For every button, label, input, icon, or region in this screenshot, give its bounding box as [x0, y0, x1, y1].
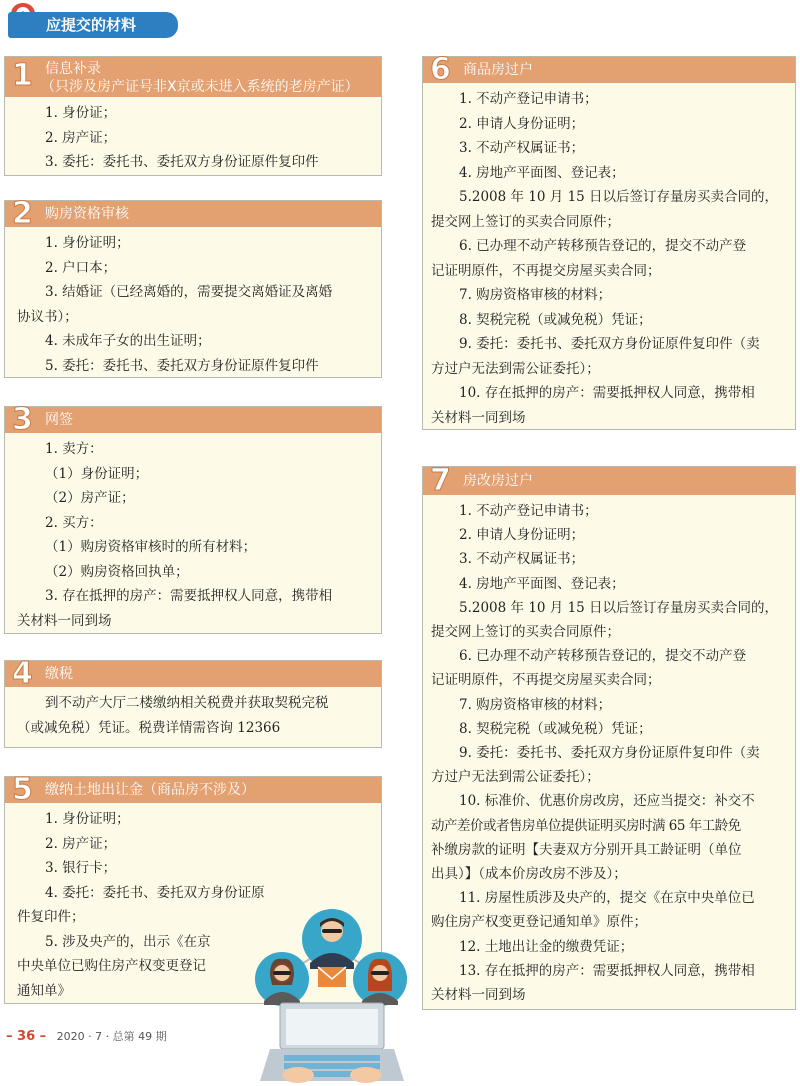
section-body-2	[5, 227, 381, 378]
section-title-6: 商品房过户	[463, 62, 533, 78]
section-number-3: 3	[12, 402, 33, 437]
section-title-3: 网签	[45, 412, 73, 428]
section-title-1: 信息补录	[45, 61, 101, 77]
list-item: 3. 不动产权属证书；	[459, 140, 585, 156]
list-item: 关材料一同到场	[431, 987, 526, 1004]
list-item: 中央单位已购住房产权变更登记	[17, 958, 206, 974]
list-item: 购住房产权变更登记通知单》原件；	[431, 914, 647, 931]
list-item: 1. 身份证明；	[45, 235, 130, 251]
list-item: 3. 存在抵押的房产：需要抵押权人同意，携带相	[45, 588, 333, 604]
list-item: 动产差价或者售房单位提供证明买房时满 65 年工龄免	[431, 817, 741, 834]
section-header-1	[5, 57, 381, 97]
list-item: 方过户无法到需公证委托）；	[431, 769, 600, 786]
list-item: （1）身份证明；	[45, 465, 149, 482]
list-item: 4. 委托：委托书、委托双方身份证原	[45, 884, 265, 901]
list-item: 2. 申请人身份证明；	[459, 527, 585, 544]
section-header-3	[5, 402, 381, 437]
list-item: （2）购房资格回执单；	[45, 563, 189, 580]
list-item: 到不动产大厅二楼缴纳相关税费并获取契税完税	[45, 695, 329, 711]
list-item: 记证明原件，不再提交房屋买卖合同；	[431, 672, 661, 689]
list-item: 5.2008 年 10 月 15 日以后签订存量房买卖合同的，	[459, 189, 779, 205]
section-header-5	[5, 772, 381, 807]
list-item: 8. 契税完税（或减免税）凭证；	[459, 311, 652, 328]
list-item: 5. 委托：委托书、委托双方身份证原件复印件	[45, 357, 319, 374]
page-title: 应提交的材料	[8, 12, 178, 38]
list-item: 7. 购房资格审核的材料；	[459, 287, 612, 303]
list-item: 3. 委托：委托书、委托双方身份证原件复印件	[45, 154, 319, 170]
people-laptop-illustration	[248, 905, 418, 1085]
list-item: 8. 契税完税（或减免税）凭证；	[459, 720, 652, 737]
list-item: 4. 房地产平面图、登记表；	[459, 575, 625, 592]
list-item: 关材料一同到场	[431, 409, 526, 426]
section-number-4: 4	[12, 656, 33, 691]
list-item: 1. 卖方：	[45, 441, 103, 457]
list-item: 件复印件；	[17, 909, 85, 925]
list-item: 6. 已办理不动产转移预告登记的，提交不动产登	[459, 238, 747, 254]
section-title-5: 缴纳土地出让金（商品房不涉及）	[45, 782, 255, 798]
list-item: 通知单》	[17, 982, 71, 999]
section-header-7	[423, 463, 795, 498]
section-number-7: 7	[430, 463, 451, 498]
list-item: （或减免税）凭证。税费详情需咨询 12366	[17, 719, 281, 736]
section-header-2	[5, 196, 381, 231]
section-body-6	[423, 83, 795, 430]
list-item: 1. 身份证明；	[45, 811, 130, 827]
list-item: 提交网上签订的买卖合同原件；	[431, 624, 620, 641]
section-card-3	[4, 402, 382, 634]
section-title-2: 购房资格审核	[45, 206, 129, 222]
list-item: 记证明原件，不再提交房屋买卖合同；	[431, 262, 661, 279]
section-number-2: 2	[12, 196, 33, 231]
section-card-1	[4, 56, 382, 176]
list-item: 2. 户口本；	[45, 259, 117, 276]
issue-info: 2020 · 7 · 总第 49 期	[56, 1030, 167, 1043]
list-item: 10. 标准价、优惠价房改房，还应当提交：补交不	[459, 793, 755, 810]
list-item: 1. 身份证；	[45, 105, 117, 121]
list-item: 2. 房产证；	[45, 129, 117, 146]
section-header-4	[5, 656, 381, 691]
section-card-2	[4, 196, 382, 378]
section-card-6	[422, 52, 796, 430]
list-item: 4. 房地产平面图、登记表；	[459, 164, 625, 181]
section-header-6	[423, 52, 795, 87]
list-item: 11. 房屋性质涉及央产的，提交《在京中央单位已	[459, 890, 755, 907]
list-item: 3. 结婚证（已经离婚的，需要提交离婚证及离婚	[45, 284, 333, 300]
section-number-1: 1	[12, 58, 33, 93]
section-number-6: 6	[430, 52, 451, 87]
page-number: – 36 –	[6, 1029, 47, 1044]
section-body-3	[5, 433, 381, 633]
list-item: 2. 买方：	[45, 514, 103, 531]
section-body-1	[5, 97, 381, 175]
section-number-5: 5	[12, 772, 33, 807]
list-item: 补缴房款的证明【夫妻双方分别开具工龄证明（单位	[431, 841, 742, 858]
list-item: 9. 委托：委托书、委托双方身份证原件复印件（卖	[459, 336, 760, 352]
list-item: 提交网上签订的买卖合同原件；	[431, 213, 620, 230]
section-title-4: 缴税	[45, 666, 73, 682]
section-card-4	[4, 656, 382, 748]
section-body-7	[423, 495, 795, 1007]
list-item: 9. 委托：委托书、委托双方身份证原件复印件（卖	[459, 745, 760, 762]
list-item: 方过户无法到需公证委托）；	[431, 360, 600, 377]
list-item: 出具）】（成本价房改房不涉及）；	[431, 866, 627, 883]
list-item: 6. 已办理不动产转移预告登记的，提交不动产登	[459, 648, 747, 665]
list-item: 3. 不动产权属证书；	[459, 551, 585, 568]
list-item: （1）购房资格审核时的所有材料；	[45, 539, 257, 555]
section-body-4	[5, 687, 381, 740]
list-item: 1. 不动产登记申请书；	[459, 91, 598, 107]
page-footer	[6, 1028, 167, 1044]
list-item: 4. 未成年子女的出生证明；	[45, 333, 211, 349]
list-item: 2. 房产证；	[45, 835, 117, 852]
list-item: 13. 存在抵押的房产：需要抵押权人同意，携带相	[459, 962, 755, 979]
list-item: 5. 涉及央产的，出示《在京	[45, 933, 211, 950]
section-title-7: 房改房过户	[463, 473, 533, 489]
list-item: 协议书）；	[17, 308, 78, 325]
list-item: 7. 购房资格审核的材料；	[459, 696, 612, 713]
list-item: 2. 申请人身份证明；	[459, 115, 585, 132]
section-card-7	[422, 463, 796, 1010]
list-item: 关材料一同到场	[17, 612, 112, 629]
list-item: （2）房产证；	[45, 490, 135, 506]
list-item: 5.2008 年 10 月 15 日以后签订存量房买卖合同的，	[459, 599, 779, 616]
list-item: 12. 土地出让金的缴费凭证；	[459, 938, 634, 955]
list-item: 10. 存在抵押的房产：需要抵押权人同意，携带相	[459, 385, 755, 401]
section-subtitle-1: （只涉及房产证号非X京或未进入系统的老房产证）	[41, 79, 359, 95]
list-item: 1. 不动产登记申请书；	[459, 503, 598, 519]
list-item: 3. 银行卡；	[45, 860, 117, 876]
